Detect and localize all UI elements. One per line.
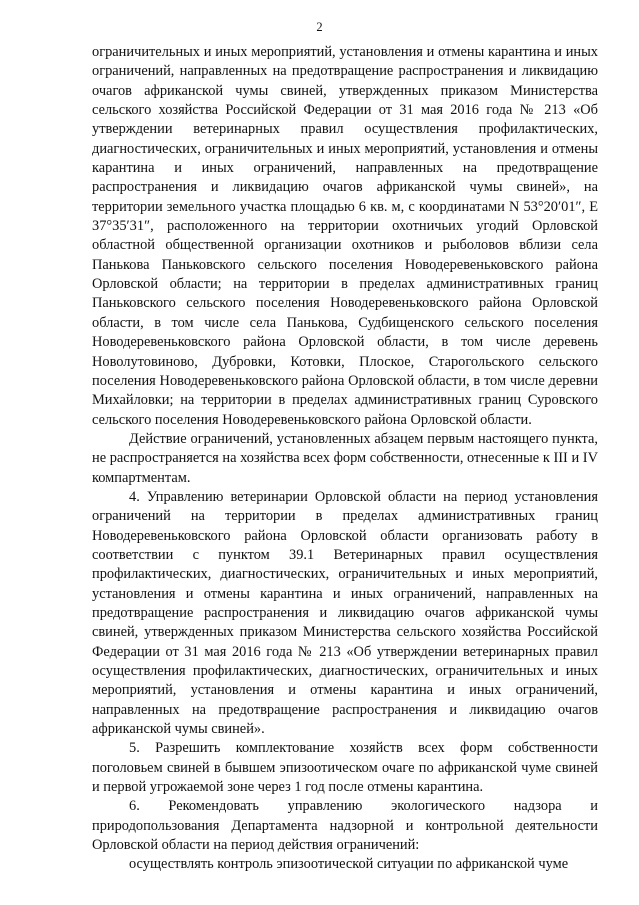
- paragraph: 4. Управлению ветеринарии Орловской области на период установления ограничений на территории в пределах административных границ Новодеревеньковского района Орловской области организовать работу в соответствии с пунктом 39.1 Ветеринарных правил осуществления профилактических, диагностических, ограничительных и иных мероприятий, установления и отмены карантина и иных ограничений, направленных на предотвращение распространения и ликвидацию очагов африканской чумы свиней, утвержденных приказом Министерства сельского хозяйства Российской Федерации от 31 мая 2016 года № 213 «Об утверждении ветеринарных правил осуществления профилактических, диагностических, ограничительных и иных мероприятий, установления и отмены карантина и иных ограничений, направленных на предотвращение распространения и ликвидацию очагов африканской чумы свиней».: [92, 488, 598, 738]
- document-body: [92, 43, 598, 875]
- paragraph: Действие ограничений, установленных абзацем первым настоящего пункта, не распространяется на хозяйства всех форм собственности, отнесенные к III и IV компартментам.: [92, 430, 598, 486]
- paragraph: ограничительных и иных мероприятий, установления и отмены карантина и иных ограничений, направленных на предотвращение распространения и ликвидацию очагов африканской чумы свиней, утвержденных приказом Министерства сельского хозяйства Российской Федерации от 31 мая 2016 года № 213 «Об утверждении ветеринарных правил осуществления профилактических, диагностических, ограничительных и иных мероприятий, установления и отмены карантина и иных ограничений, направленных на предотвращение распространения и ликвидацию очагов африканской чумы свиней», на территории земельного участка площадью 6 кв. м, с координатами N 53°20′01″, E 37°35′31″, расположенного на территории охотничьих угодий Орловской областной общественной организации охотников и рыболовов вблизи села Панькова Паньковского сельского поселения Новодеревеньковского района Орловской области; на территории в пределах административных границ Паньковского сельского поселения Новодеревеньковского района Орловской области, в том числе села Панькова, Судбищенского сельского поселения Новодеревеньковского района Орловской области, в том числе деревень Новолутовиново, Дубровки, Котовки, Плоское, Старогольского сельского поселения Новодеревеньковского района Орловской области, в том числе деревни Михайловки; на территории в пределах административных границ Суровского сельского поселения Новодеревеньковского района Орловской области.: [92, 44, 598, 428]
- page-number: 2: [316, 20, 323, 34]
- paragraph: 6. Рекомендовать управлению экологического надзора и природопользования Департамента надзорной и контрольной деятельности Орловской области на период действия ограничений:: [92, 798, 598, 854]
- paragraph: осуществлять контроль эпизоотической ситуации по африканской чуме: [129, 856, 569, 873]
- paragraph: 5. Разрешить комплектование хозяйств всех форм собственности поголовьем свиней в бывшем эпизоотическом очаге по африканской чуме свиней и первой угрожаемой зоне через 1 год после отмены карантина.: [92, 740, 598, 796]
